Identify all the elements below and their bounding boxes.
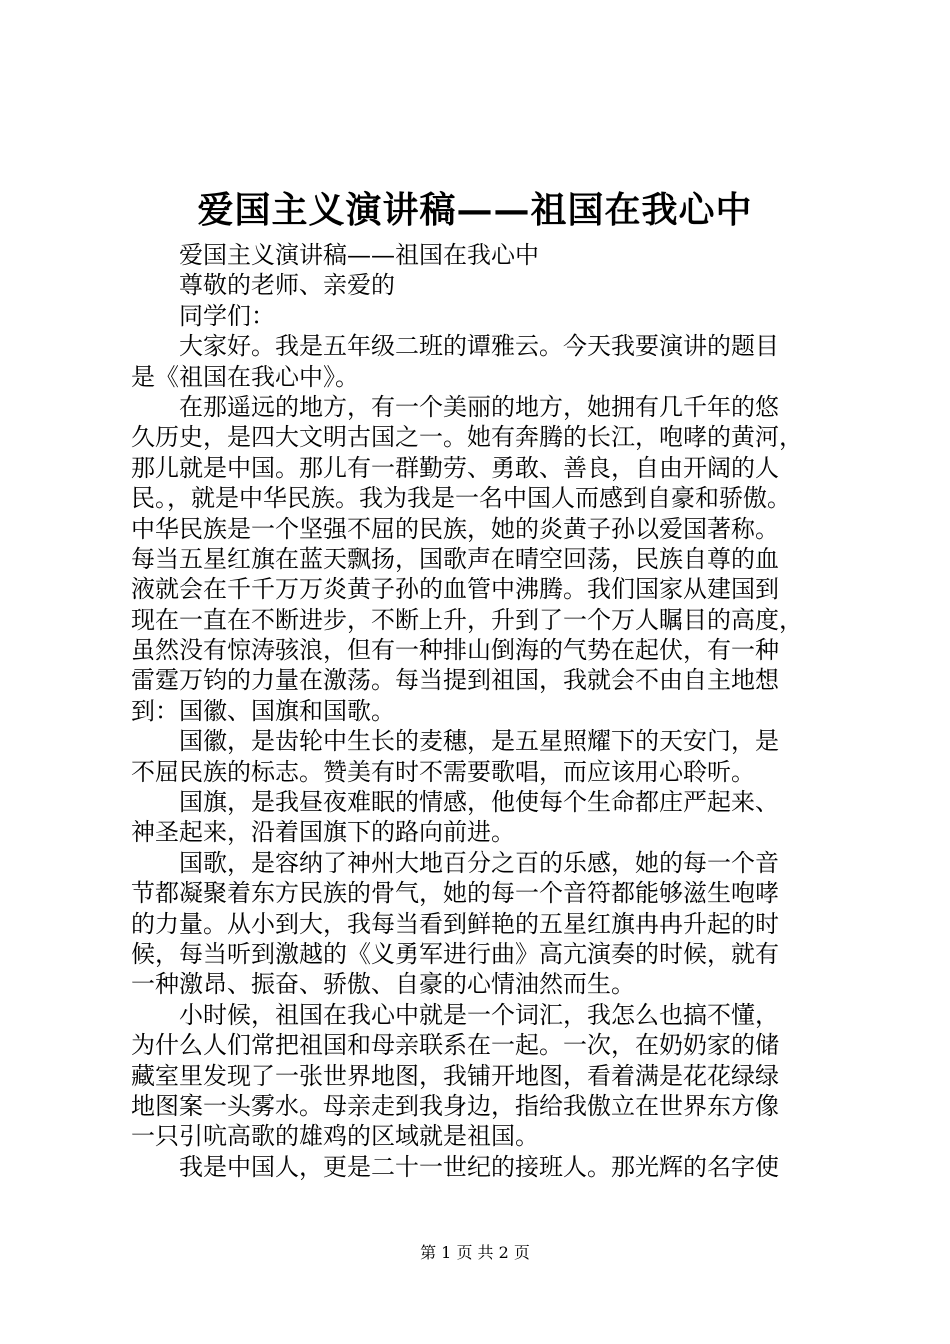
text-line: 尊敬的老师、亲爱的 bbox=[179, 271, 395, 300]
text-line: 雷霆万钧的力量在激荡。每当提到祖国，我就会不由自主地想 bbox=[131, 666, 779, 695]
text-line: 久历史，是四大文明古国之一。她有奔腾的长江，咆哮的黄河， bbox=[131, 423, 803, 452]
text-line: 国歌，是容纳了神州大地百分之百的乐感，她的每一个音 bbox=[179, 848, 779, 877]
page-footer: 第 1 页 共 2 页 bbox=[420, 1243, 530, 1262]
text-line: 到：国徽、国旗和国歌。 bbox=[131, 696, 395, 725]
text-line: 是《祖国在我心中》。 bbox=[131, 362, 359, 391]
text-line: 的力量。从小到大，我每当看到鲜艳的五星红旗冉冉升起的时 bbox=[131, 909, 779, 938]
document-body bbox=[131, 240, 831, 1182]
text-line: 国徽，是齿轮中生长的麦穗，是五星照耀下的天安门，是 bbox=[179, 727, 779, 756]
text-line: 同学们： bbox=[179, 301, 275, 330]
text-line: 虽然没有惊涛骇浪，但有一种排山倒海的气势在起伏，有一种 bbox=[131, 636, 779, 665]
text-line: 节都凝聚着东方民族的骨气，她的每一个音符都能够滋生咆哮 bbox=[131, 879, 779, 908]
text-line: 一种激昂、振奋、骄傲、自豪的心情油然而生。 bbox=[131, 970, 635, 999]
text-line: 国旗，是我昼夜难眠的情感，他使每个生命都庄严起来、 bbox=[179, 788, 779, 817]
text-line: 候，每当听到激越的《义勇军进行曲》高亢演奏的时候，就有 bbox=[131, 939, 779, 968]
text-line: 在那遥远的地方，有一个美丽的地方，她拥有几千年的悠 bbox=[179, 392, 779, 421]
text-line: 中华民族是一个坚强不屈的民族，她的炎黄子孙以爱国著称。 bbox=[131, 514, 779, 543]
text-line: 神圣起来，沿着国旗下的路向前进。 bbox=[131, 818, 515, 847]
text-line: 我是中国人，更是二十一世纪的接班人。那光辉的名字使 bbox=[179, 1152, 779, 1181]
text-line: 不屈民族的标志。赞美有时不需要歌唱，而应该用心聆听。 bbox=[131, 757, 755, 786]
text-line: 藏室里发现了一张世界地图，我铺开地图，看着满是花花绿绿 bbox=[131, 1061, 779, 1090]
text-line: 现在一直在不断进步，不断上升，升到了一个万人瞩目的高度， bbox=[131, 605, 803, 634]
text-line: 民。，就是中华民族。我为我是一名中国人而感到自豪和骄傲。 bbox=[131, 484, 791, 513]
text-line: 每当五星红旗在蓝天飘扬，国歌声在晴空回荡，民族自尊的血 bbox=[131, 544, 779, 573]
text-line: 小时候，祖国在我心中就是一个词汇，我怎么也搞不懂， bbox=[179, 1000, 779, 1029]
text-line: 大家好。我是五年级二班的谭雅云。今天我要演讲的题目 bbox=[179, 332, 779, 361]
document-title: 爱国主义演讲稿——祖国在我心中 bbox=[197, 189, 753, 231]
text-line: 液就会在千千万万炎黄子孙的血管中沸腾。我们国家从建国到 bbox=[131, 575, 779, 604]
text-line: 为什么人们常把祖国和母亲联系在一起。一次，在奶奶家的储 bbox=[131, 1031, 779, 1060]
text-line: 一只引吭高歌的雄鸡的区域就是祖国。 bbox=[131, 1122, 539, 1151]
text-line: 地图案一头雾水。母亲走到我身边，指给我傲立在世界东方像 bbox=[131, 1091, 779, 1120]
text-line: 爱国主义演讲稿——祖国在我心中 bbox=[179, 241, 539, 269]
text-line: 那儿就是中国。那儿有一群勤劳、勇敢、善良，自由开阔的人 bbox=[131, 453, 779, 482]
